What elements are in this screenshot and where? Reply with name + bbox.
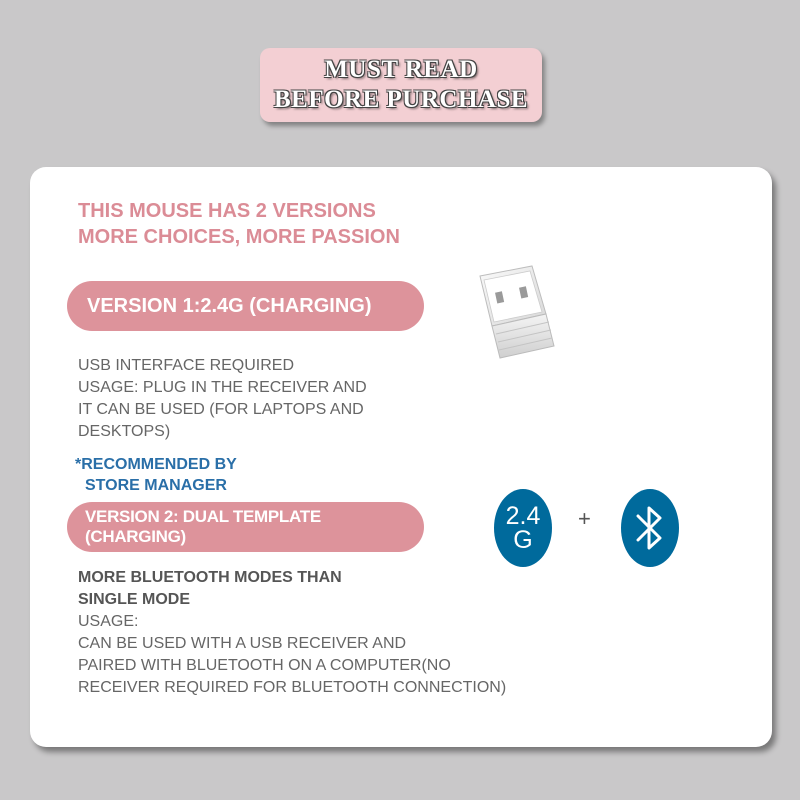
version-2-line: CAN BE USED WITH A USB RECEIVER AND <box>78 635 407 652</box>
headline <box>78 198 400 250</box>
plus-sign: + <box>578 506 591 531</box>
recommended-note <box>75 454 237 496</box>
banner-line-1: MUST READ <box>324 56 478 83</box>
version-1-line: USAGE: PLUG IN THE RECEIVER AND <box>78 379 367 396</box>
version-2-line: PAIRED WITH BLUETOOTH ON A COMPUTER(NO <box>78 657 451 674</box>
bluetooth-badge <box>621 489 679 567</box>
version-2-label: VERSION 2: DUAL TEMPLATE (CHARGING) <box>85 507 321 546</box>
wireless-badge-bottom: G <box>513 526 533 554</box>
version-1-description <box>78 355 367 443</box>
version-2-line: SINGLE MODE <box>78 591 191 608</box>
version-1-label: VERSION 1:2.4G (CHARGING) <box>87 294 372 317</box>
headline-line-2: MORE CHOICES, MORE PASSION <box>78 226 400 248</box>
wireless-24g-badge <box>494 489 552 567</box>
version-1-line: USB INTERFACE REQUIRED <box>78 357 295 374</box>
version-2-description <box>78 567 506 699</box>
recommended-line-1: *RECOMMENDED BY <box>75 456 237 473</box>
version-2-line: RECEIVER REQUIRED FOR BLUETOOTH CONNECTION) <box>78 679 507 696</box>
bluetooth-icon <box>633 502 667 554</box>
version-1-line: DESKTOPS) <box>78 423 171 440</box>
version-1-pill <box>67 281 424 331</box>
usb-receiver-icon <box>472 262 564 362</box>
version-2-pill <box>67 502 424 552</box>
version-2-line: MORE BLUETOOTH MODES THAN <box>78 569 342 586</box>
headline-line-1: THIS MOUSE HAS 2 VERSIONS <box>78 200 376 222</box>
recommended-line-2: STORE MANAGER <box>85 477 227 494</box>
must-read-banner <box>260 48 542 122</box>
version-2-line: USAGE: <box>78 613 139 630</box>
banner-line-2: BEFORE PURCHASE <box>273 86 529 113</box>
wireless-badge-top: 2.4 <box>505 502 541 530</box>
version-1-line: IT CAN BE USED (FOR LAPTOPS AND <box>78 401 364 418</box>
